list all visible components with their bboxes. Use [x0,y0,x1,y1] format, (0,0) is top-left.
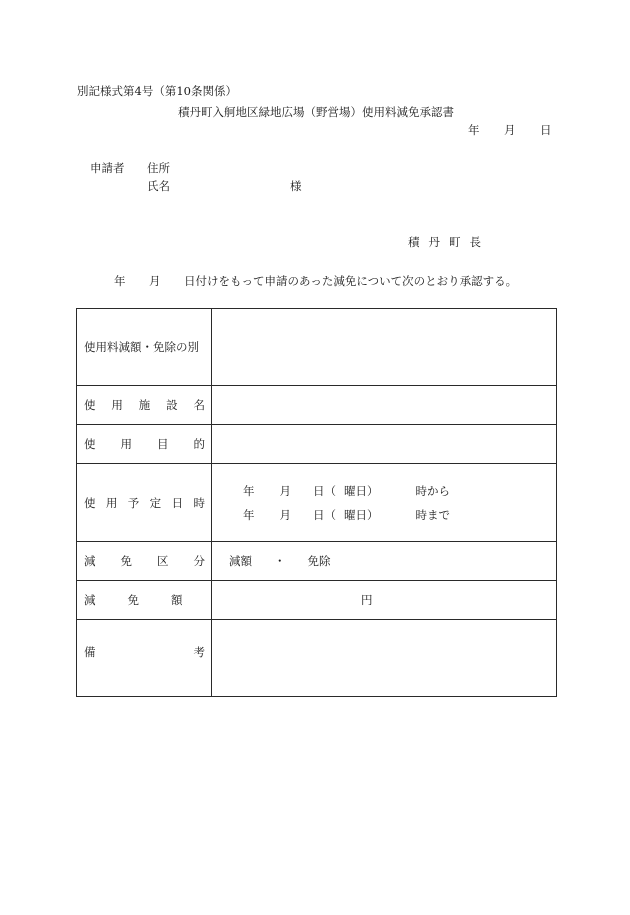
label-char: 免 [120,554,132,568]
to-day: 日（ [313,507,336,522]
date-month-label: 月 [504,123,516,137]
label-char: 用 [111,398,123,412]
to-year: 年 [243,507,255,522]
label-char: 減 [84,593,96,607]
label-char: 額 [171,593,183,607]
label-char: 使 [84,437,96,451]
row-label [77,436,211,452]
option-reduction[interactable]: 減額 [229,554,252,568]
document-title: 積丹町入舸地区緑地広場（野営場）使用料減免承認書 [178,105,454,119]
from-month: 月 [279,483,291,498]
reduction-category-field[interactable] [212,542,557,581]
date-day-label: 日 [540,123,552,137]
name-label: 氏名 [147,179,170,193]
from-year: 年 [243,483,255,498]
to-suffix: 時まで [415,507,450,522]
option-exemption[interactable]: 免除 [307,554,331,568]
table-row [77,542,557,581]
applicant-label: 申請者 [90,161,125,175]
row-label: 使用料減額・免除の別 [84,340,199,354]
purpose-field[interactable] [212,425,557,464]
label-char: 使 [84,495,96,510]
label-char: 用 [105,495,118,510]
honorific: 様 [290,179,302,193]
table-row [77,386,557,425]
label-char: 日 [171,495,184,510]
to-month: 月 [279,507,291,522]
from-weekday: 曜日） [344,483,379,498]
amount-unit: 円 [361,593,373,607]
address-label: 住所 [147,161,170,175]
label-char: 免 [127,593,139,607]
label-char: 定 [149,495,162,510]
row-label-cell [77,542,212,581]
row-label-cell [77,581,212,620]
label-char: 目 [157,437,169,451]
label-char: 分 [193,554,205,568]
to-weekday: 曜日） [344,507,379,522]
row-label [77,495,211,511]
reduction-type-field[interactable] [212,309,557,386]
label-char: 備 [84,645,96,659]
statement-month: 月 [149,274,161,288]
table-row [77,425,557,464]
row-label [77,592,211,608]
label-char: 時 [193,495,205,510]
row-label-cell [77,620,212,697]
label-char: 的 [193,437,205,451]
row-label [77,553,211,569]
label-char: 使 [84,398,96,412]
from-day: 日（ [313,483,336,498]
option-separator: ・ [274,554,286,568]
label-char: 設 [166,398,178,412]
label-char: 減 [84,554,96,568]
label-char: 区 [157,554,169,568]
remarks-field[interactable] [212,620,557,697]
label-char: 考 [193,645,205,659]
table-row [77,464,557,542]
statement-year: 年 [114,274,126,288]
label-char: 用 [120,437,132,451]
table-row [77,581,557,620]
reduction-options [212,553,556,569]
table-row [77,309,557,386]
label-char: 予 [127,495,140,510]
schedule-to-line [212,503,556,527]
from-suffix: 時から [415,483,450,498]
schedule-from-line [212,479,556,503]
reduction-amount-field[interactable] [212,581,557,620]
row-label [77,644,211,660]
statement-text: 日付けをもって申請のあった減免について次のとおり承認する。 [184,274,518,288]
row-label-cell [77,425,212,464]
schedule-field[interactable] [212,464,557,542]
row-label-cell [77,309,212,386]
label-char: 施 [138,398,151,412]
issuer: 積丹町長 [408,235,490,249]
label-char: 名 [193,398,205,412]
table-row [77,620,557,697]
row-label-cell [77,386,212,425]
date-year-label: 年 [468,123,480,137]
facility-name-field[interactable] [212,386,557,425]
row-label-cell [77,464,212,542]
approval-form-table [76,308,557,697]
form-number: 別記様式第4号（第10条関係） [77,84,237,98]
row-label [77,397,211,413]
